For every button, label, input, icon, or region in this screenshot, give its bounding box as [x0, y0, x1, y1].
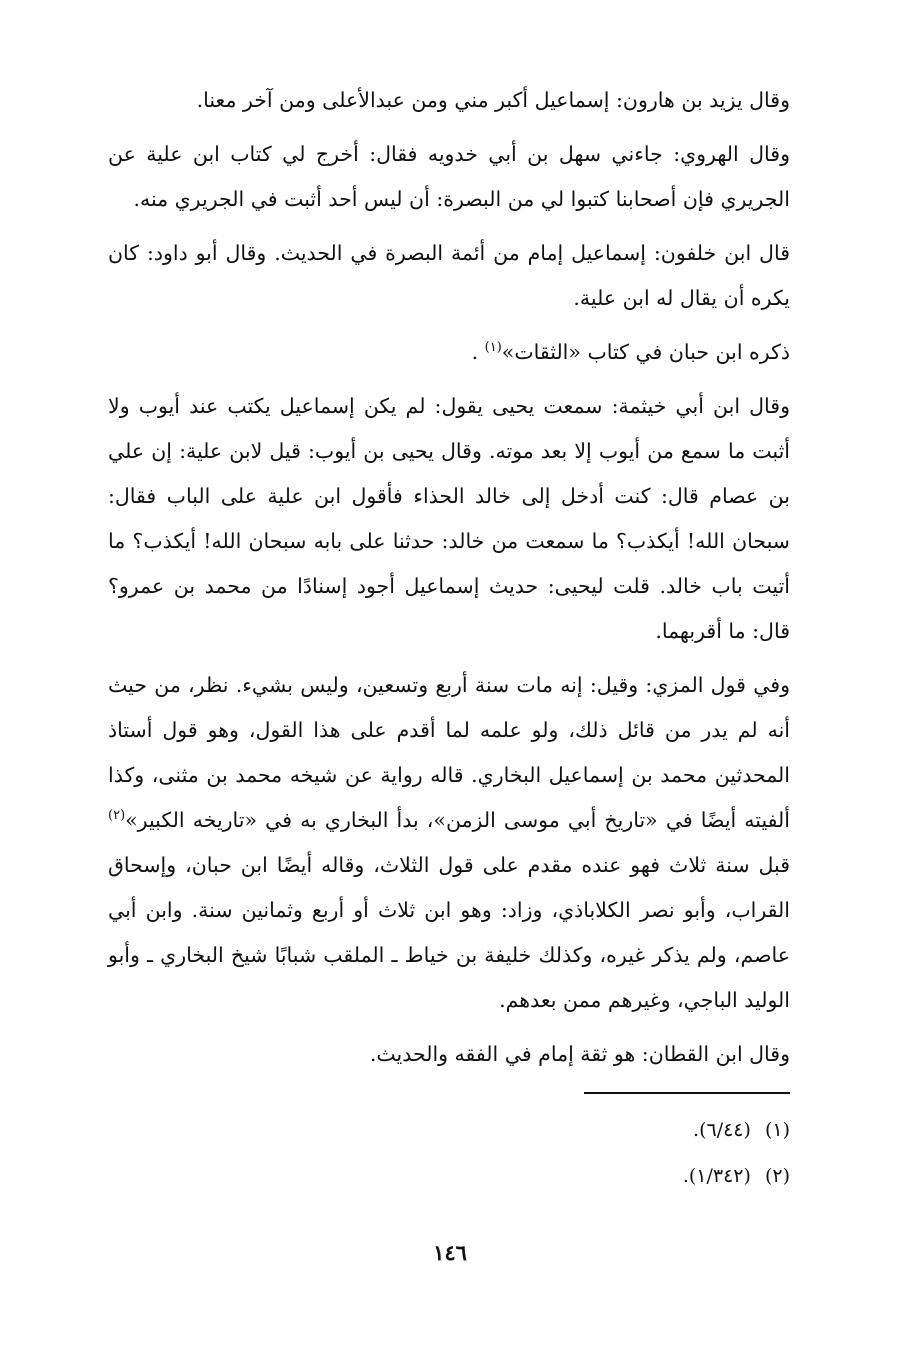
footnotes [500, 1107, 790, 1199]
paragraph-ibn-hibban [108, 330, 790, 375]
footnote-2 [500, 1153, 790, 1199]
footnote-ref-2: (٢) [108, 808, 126, 824]
footnote-text: (٦/٤٤). [693, 1119, 751, 1141]
paragraph-harawi: وقال الهروي: جاءني سهل بن أبي خدويه فقال: أخرج لي كتاب ابن علية عن الجريري فإن أصحابنا كتبوا لي من البصرة: أن ليس أحد أثبت في الجريري منه. [108, 142, 790, 211]
footnote-ref-1: (١) [484, 340, 502, 356]
footnote-1 [500, 1107, 790, 1153]
main-text [108, 78, 790, 1086]
ibn-hibban-text: ذكره ابن حبان في كتاب «الثقات» [501, 340, 790, 364]
paragraph-mizzi [108, 663, 790, 1023]
ibn-hibban-end: . [471, 340, 485, 364]
mizzi-text-b: قبل سنة ثلاث فهو عنده مقدم على قول الثلاث، وقاله أيضًا ابن حبان، وإسحاق القراب، وأبو نصر الكلاباذي، وزاد: وهو ابن ثلاث أو أربع وثمانين سنة. وابن أبي عاصم، ولم يذكر غيره، وكذلك خليفة بن خياط ـ الملقب شبابًا شيخ البخاري ـ وأبو الوليد الباجي، وغيرهم ممن بعدهم. [108, 853, 790, 1012]
mizzi-text-a: وفي قول المزي: وقيل: إنه مات سنة أربع وتسعين، وليس بشيء. نظر، من حيث أنه لم يدر من قائل ذلك، ولو علمه لما أقدم على هذا القول، وهو قول أستاذ المحدثين محمد بن إسماعيل البخاري. قاله رواية عن شيخه محمد بن مثنى، وكذا ألفيته أيضًا في «تاريخ أبي موسى الزمن»، بدأ البخاري به في «تاريخه الكبير» [108, 673, 790, 832]
paragraph-ibn-qattan: وقال ابن القطان: هو ثقة إمام في الفقه والحديث. [369, 1042, 790, 1066]
footnote-text: (١/٣٤٢). [682, 1165, 751, 1187]
footnote-number: (٢) [764, 1165, 790, 1187]
page-number: ١٤٦ [433, 1240, 467, 1265]
footnote-separator [584, 1092, 790, 1094]
paragraph-yazid: وقال يزيد بن هارون: إسماعيل أكبر مني ومن عبدالأعلى ومن آخر معنا. [196, 88, 790, 112]
footnote-number: (١) [764, 1119, 790, 1141]
paragraph-khalfun: قال ابن خلفون: إسماعيل إمام من أئمة البصرة في الحديث. وقال أبو داود: كان يكره أن يقال له ابن علية. [108, 241, 790, 310]
paragraph-ibn-abi-khaythama: وقال ابن أبي خيثمة: سمعت يحيى يقول: لم يكن إسماعيل يكتب عند أيوب ولا أثبت ما سمع من أيوب إلا بعد موته. وقال يحيى بن أيوب: قيل لابن علية: إن علي بن عصام قال: كنت أدخل إلى خالد الحذاء فأقول ابن علية على الباب فقال: سبحان الله! أيكذب؟ ما سمعت من خالد: حدثنا على بابه سبحان الله! أيكذب؟ ما أتيت باب خالد. قلت ليحيى: حديث إسماعيل أجود إسنادًا من محمد بن عمرو؟ قال: ما أقربهما. [108, 394, 790, 643]
